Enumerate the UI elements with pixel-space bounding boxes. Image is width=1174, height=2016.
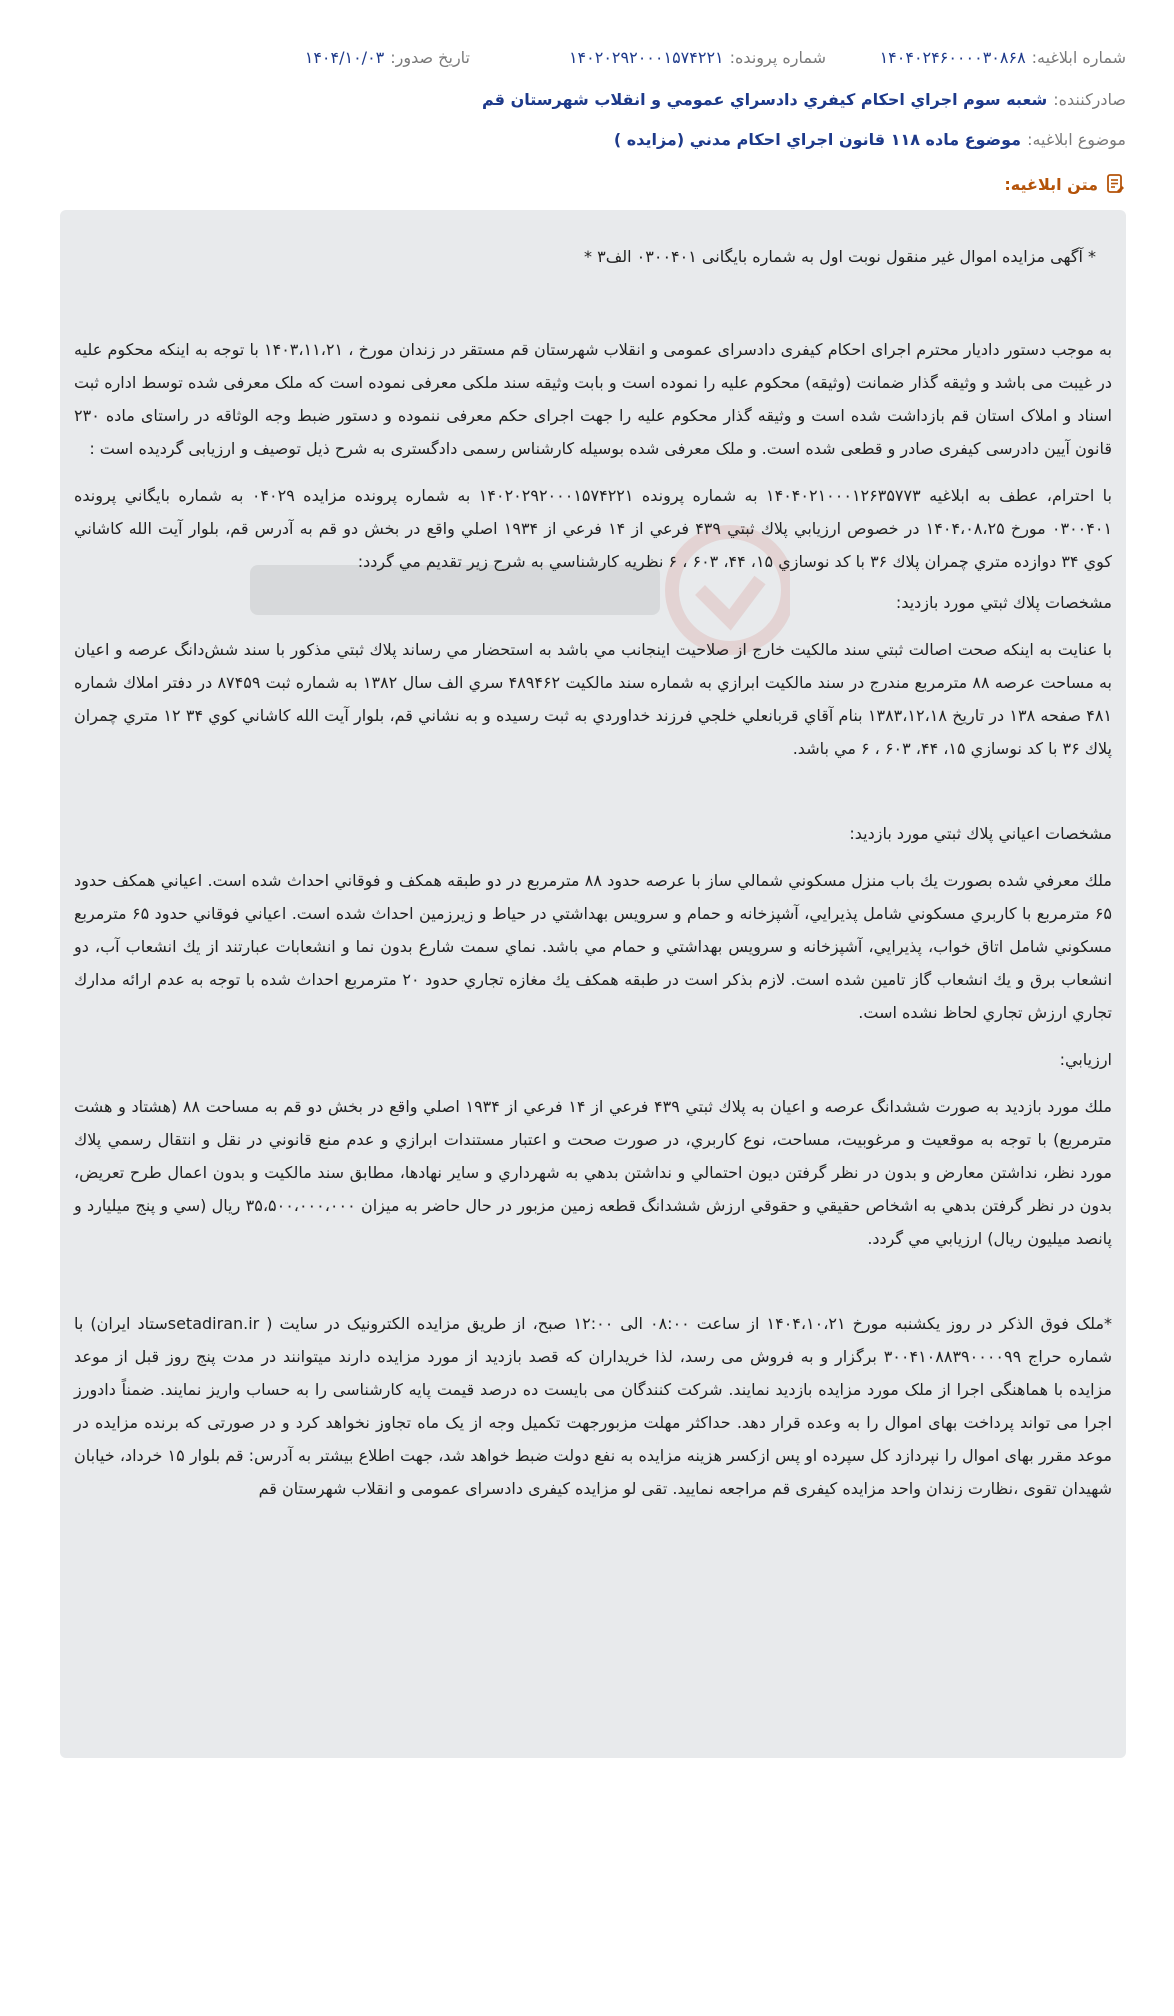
auction-ad-title: * آگهی مزایده اموال غیر منقول نوبت اول به شماره بایگانی ۰۳۰۰۴۰۱ الف۳ * [584,247,1096,266]
notice-text-title: متن ابلاغيه: [1004,174,1098,194]
case-number [470,48,826,67]
heading-valuation: ارزيابي: [1059,1050,1112,1069]
document-edit-icon [1106,173,1126,195]
notice-page [60,40,1126,1758]
subject-row [60,124,1126,154]
issuer-row [60,84,1126,114]
issue-date-value: ۱۴۰۴/۱۰/۰۳ [304,47,385,67]
case-number-label: شماره پرونده: [729,47,826,67]
notice-number-label: شماره ابلاغيه: [1031,47,1126,67]
paragraph-order: به موجب دستور دادیار محترم اجرای احکام کیفری دادسرای عمومی و انقلاب شهرستان قم مستقر در زندان مورخ ، ۱۴۰۳،۱۱،۲۱ با توجه به اینکه محکوم علیه در غیبت می باشد و وثیقه گذار ضمانت (وثیقه) محکوم علیه را نموده است و بابت وثیقه سند ملکی معرفی نموده است که ملک معرفی شده توسط اداره ثبت اسناد و املاک استان قم بازداشت شده است و وثیقه گذار محکوم علیه را جهت اجرای حکم معرفی ننموده و دستور ضبط وجه الوثاقه در راستای ماده ۲۳۰ قانون آیین دادرسی کیفری صادر و قطعی شده است. و ملک معرفی شده بوسیله کارشناس رسمی دادگستری به شرح ذیل توصیف و ارزیابی گردیده است : [74,340,1113,458]
case-number-value: ۱۴۰۲۰۲۹۲۰۰۰۱۵۷۴۲۲۱ [568,47,724,67]
heading-building-specs: مشخصات اعياني پلاك ثبتي مورد بازديد: [849,824,1112,843]
paragraph-auction-terms: *ملک فوق الذکر در روز یکشنبه مورخ ۱۴۰۴،۱۰،۲۱ از ساعت ۰۸:۰۰ الی ۱۲:۰۰ صبح، از طریق مزایده الکترونیک در سایت ( setadiran.irستاد ایران) با شماره حراج ۳۰۰۴۱۰۸۸۳۹۰۰۰۰۹۹ برگزار و به فروش می رسد، لذا خریداران که قصد بازدید از مورد مزایده دارند میتوانند در مدت پنج روز قبل از موعد مزایده با هماهنگی اجرا از ملک مورد مزایده بازدید نمایند. شرکت کنندگان می بایست ده درصد قیمت پایه کارشناسی را به حساب واریز نمایند. ضمناً دادورز اجرا می تواند پرداخت بهای اموال را به وعده قرار دهد. حداکثر مهلت مزبورجهت تکمیل وجه از یک ماه تجاوز نخواهد کرد و در صورتی که برنده مزایده در موعد مقرر بهای اموال را نپردازد کل سپرده او پس ازکسر هزینه مزایده به نفع دولت ضبط خواهد شد، جهت اطلاع بیشتر به آدرس: قم بلوار ۱۵ خرداد، خیابان شهیدان تقوی ،نظارت زندان واحد مزایده کیفری قم مراجعه نمایید. تقی لو مزایده کیفری دادسرای عمومی و انقلاب شهرستان قم [74,1314,1113,1498]
issue-date [200,48,470,67]
notice-text-heading [60,168,1126,200]
paragraph-valuation: ملك مورد بازديد به صورت ششدانگ عرصه و اعيان به پلاك ثبتي ۴۳۹ فرعي از ۱۴ فرعي از ۱۹۳۴ اصلي واقع در بخش دو قم به مساحت ۸۸ (هشتاد و هشت مترمربع) با توجه به موقعيت و مرغوبيت، مساحت، نوع كاربري، در صورت صحت و اعتبار مستندات ابرازي و عدم منع قانوني در نقل و انتقال رسمي پلاك مورد نظر، نداشتن معارض و بدون در نظر گرفتن ديون احتمالي و نداشتن بدهي به شهرداري و ساير نهادها، مطابق سند مالكيت و بدون اعمال طرح تعريض، بدون در نظر گرفتن بدهي به اشخاص حقيقي و حقوقي ارزش ششدانگ قطعه زمين مزبور در حال حاضر به ميزان ۳۵،۵۰۰،۰۰۰،۰۰۰ ريال (سي و پنج ميليارد و پانصد ميليون ريال) ارزيابي مي گردد. [74,1097,1113,1248]
paragraph-expert-report: با احترام، عطف به ابلاغيه ۱۴۰۴۰۲۱۰۰۰۱۲۶۳۵۷۷۳ به شماره پرونده ۱۴۰۲۰۲۹۲۰۰۰۱۵۷۴۲۲۱ به شماره پرونده مزايده ۰۴۰۲۹ به شماره بايگاني پرونده ۰۳۰۰۴۰۱ مورخ ۱۴۰۴،۰۸،۲۵ در خصوص ارزيابي پلاك ثبتي ۴۳۹ فرعي از ۱۴ فرعي از ۱۹۳۴ اصلي واقع در بخش دو قم به آدرس قم، بلوار آيت الله كاشاني كوي ۳۴ دوازده متري چمران پلاك ۳۶ با کد نوسازي ۱۵، ۴۴، ۶۰۳ ، ۶ نظريه كارشناسي به شرح زير تقديم مي گردد: [74,486,1113,571]
subject-value: موضوع ماده ۱۱۸ قانون اجراي احکام مدني (مزايده ) [613,129,1022,149]
heading-plate-specs: مشخصات پلاك ثبتي مورد بازديد: [895,593,1112,612]
notice-number-value: ۱۴۰۴۰۲۴۶۰۰۰۰۳۰۸۶۸ [879,47,1026,67]
issuer-value: شعبه سوم اجراي احکام کيفري دادسراي عمومي و انقلاب شهرستان قم [481,89,1048,109]
issuer-label: صادرکننده: [1053,89,1126,109]
paragraph-plate-specs: با عنايت به اينكه صحت اصالت ثبتي سند مالكيت خارج از صلاحيت اينجانب مي باشد به استحضار مي رساند پلاك ثبتي مذكور با سند شش‌دانگ عرصه و اعيان به مساحت عرصه ۸۸ مترمربع مندرج در سند مالكيت ابرازي به شماره سند مالكيت ۴۸۹۴۶۲ سري الف سال ۱۳۸۲ به شماره ثبت ۸۷۴۵۹ در دفتر املاك شماره ۴۸۱ صفحه ۱۳۸ در تاريخ ۱۳۸۳،۱۲،۱۸ بنام آقاي قربانعلي خلجي فرزند خداوردي به ثبت رسيده و به نشاني قم، بلوار آيت الله كاشاني كوي ۳۴ ۱۲ متري چمران پلاك ۳۶ با كد نوسازي ۱۵، ۴۴، ۶۰۳ ، ۶ مي باشد. [74,640,1113,758]
issue-date-label: تاريخ صدور: [390,47,470,67]
subject-label: موضوع ابلاغيه: [1027,129,1126,149]
paragraph-building-specs: ملك معرفي شده بصورت يك باب منزل مسكوني شمالي ساز با عرصه حدود ۸۸ مترمربع در دو طبقه همكف و فوقاني احداث شده است. اعياني همكف حدود ۶۵ مترمربع با كاربري مسكوني شامل پذيرايي، آشپزخانه و حمام و سرويس بهداشتي در حياط و زيرزمين احداث شده است. اعياني فوقاني حدود ۶۵ مترمربع مسكوني شامل اتاق خواب، پذيرايي، آشپزخانه و سرويس بهداشتي و حمام مي باشد. نماي سمت شارع بدون نما و انشعابات عبارتند از يك انشعاب آب، دو انشعاب برق و يك انشعاب گاز تامين شده است. لازم بذكر است در طبقه همكف يك مغازه تجاري حدود ۲۰ مترمربع احداث شده با توجه به عدم ارائه مدارك تجاري ارزش تجاري لحاظ نشده است. [74,871,1113,1022]
meta-row [60,40,1126,74]
notice-text-panel [60,210,1126,1758]
notice-number [826,48,1126,67]
